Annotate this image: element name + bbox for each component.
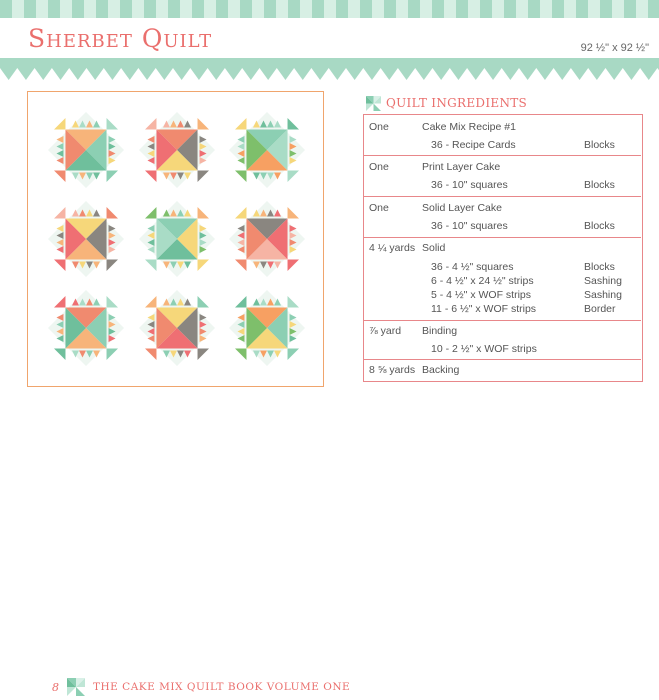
block-piece <box>288 207 299 218</box>
detail-use: Border <box>584 303 616 315</box>
page-title: Sherbet Quilt <box>28 24 213 53</box>
book-title: THE CAKE MIX QUILT BOOK VOLUME ONE <box>93 681 351 693</box>
block-piece <box>288 260 299 271</box>
quilt-illustration <box>27 91 324 387</box>
scallop-point <box>17 68 34 80</box>
block-piece <box>145 171 156 182</box>
block-piece <box>235 171 246 182</box>
block-piece <box>198 118 209 129</box>
scallop-point <box>87 68 104 80</box>
row-item: Solid <box>422 242 446 254</box>
scallop-point <box>277 68 294 80</box>
block-piece <box>198 349 209 360</box>
block-piece <box>288 171 299 182</box>
scallop-point <box>173 68 190 80</box>
detail-use: Sashing <box>584 275 622 287</box>
ingredient-row <box>364 321 641 360</box>
block-piece <box>235 296 246 307</box>
block-piece <box>107 171 118 182</box>
scallop-point <box>467 68 484 80</box>
scallop-point <box>554 68 571 80</box>
scallop-point <box>138 68 155 80</box>
detail-text: 10 - 2 ½" x WOF strips <box>431 343 537 355</box>
detail-text: 36 - 10" squares <box>431 179 508 191</box>
block-piece <box>145 260 156 271</box>
scallop-point <box>190 68 207 80</box>
detail-text: 5 - 4 ½" x WOF strips <box>431 289 531 301</box>
block-piece <box>54 296 65 307</box>
detail-text: 36 - 4 ½" squares <box>431 261 514 273</box>
block-piece <box>288 349 299 360</box>
ingredient-row <box>364 360 641 380</box>
scallop-point <box>225 68 242 80</box>
scallop-point <box>329 68 346 80</box>
scallop-point <box>104 68 121 80</box>
scallop-point <box>208 68 225 80</box>
page-number: 8 <box>52 680 59 694</box>
scallop-point <box>260 68 277 80</box>
block-piece <box>107 207 118 218</box>
block-piece <box>288 118 299 129</box>
scallop-point <box>242 68 259 80</box>
row-qty: 8 ⅝ yards <box>369 364 416 376</box>
detail-use: Blocks <box>584 139 615 151</box>
block-piece <box>198 260 209 271</box>
block-piece <box>107 260 118 271</box>
scallop-point <box>311 68 328 80</box>
block-piece <box>107 296 118 307</box>
block-piece <box>288 296 299 307</box>
block-piece <box>54 260 65 271</box>
block-piece <box>235 118 246 129</box>
ingredients-table <box>363 114 643 382</box>
scallop-point <box>69 68 86 80</box>
block-piece <box>107 349 118 360</box>
detail-use: Blocks <box>584 261 615 273</box>
scallop-point <box>381 68 398 80</box>
row-qty: 4 ¼ yards <box>369 242 416 254</box>
scallop-point <box>35 68 52 80</box>
scallop-point <box>363 68 380 80</box>
scallop-point <box>294 68 311 80</box>
row-qty: One <box>369 202 389 214</box>
block-piece <box>198 171 209 182</box>
row-qty: One <box>369 121 389 133</box>
block-piece <box>145 296 156 307</box>
scallop-point <box>571 68 588 80</box>
row-item: Solid Layer Cake <box>422 202 502 214</box>
quilt-size: 92 ½" x 92 ½" <box>580 42 649 54</box>
block-piece <box>107 118 118 129</box>
detail-use: Blocks <box>584 220 615 232</box>
page-footer <box>52 678 350 696</box>
block-piece <box>235 349 246 360</box>
pinwheel-icon <box>67 678 85 696</box>
ingredient-row <box>364 238 641 321</box>
scallop-point <box>346 68 363 80</box>
scallop-point <box>450 68 467 80</box>
ingredient-row <box>364 115 641 156</box>
scallop-point <box>415 68 432 80</box>
scallop-point <box>52 68 69 80</box>
scallop-point <box>623 68 640 80</box>
detail-text: 36 - 10" squares <box>431 220 508 232</box>
scallop-point <box>484 68 501 80</box>
block-piece <box>145 118 156 129</box>
pinwheel-icon <box>366 96 381 111</box>
scallop-point <box>502 68 519 80</box>
scallop-point <box>606 68 623 80</box>
row-qty: ⅞ yard <box>369 325 402 337</box>
row-item: Binding <box>422 325 458 337</box>
block-piece <box>198 296 209 307</box>
row-item: Backing <box>422 364 460 376</box>
scallop-point <box>0 68 17 80</box>
scallop-point <box>640 68 657 80</box>
scallop-point <box>588 68 605 80</box>
ingredients-heading <box>366 95 527 111</box>
detail-text: 36 - Recipe Cards <box>431 139 516 151</box>
scallop-point <box>536 68 553 80</box>
block-piece <box>54 349 65 360</box>
block-piece <box>54 171 65 182</box>
top-stripe-band <box>0 0 659 18</box>
detail-use: Blocks <box>584 179 615 191</box>
row-item: Print Layer Cake <box>422 161 501 173</box>
block-piece <box>235 260 246 271</box>
detail-text: 6 - 4 ½" x 24 ½" strips <box>431 275 534 287</box>
ingredient-row <box>364 156 641 197</box>
ingredients-title: QUILT INGREDIENTS <box>386 96 528 110</box>
block-piece <box>54 207 65 218</box>
row-item: Cake Mix Recipe #1 <box>422 121 516 133</box>
scallop-point <box>519 68 536 80</box>
ingredient-row <box>364 197 641 238</box>
block-piece <box>54 118 65 129</box>
block-piece <box>198 207 209 218</box>
scallop-point <box>433 68 450 80</box>
block-piece <box>145 349 156 360</box>
row-qty: One <box>369 161 389 173</box>
scallop-point <box>398 68 415 80</box>
scallop-point <box>156 68 173 80</box>
block-piece <box>235 207 246 218</box>
detail-use: Sashing <box>584 289 622 301</box>
detail-text: 11 - 6 ½" x WOF strips <box>431 303 537 315</box>
block-piece <box>145 207 156 218</box>
scallop-border <box>0 58 659 82</box>
scallop-point <box>121 68 138 80</box>
